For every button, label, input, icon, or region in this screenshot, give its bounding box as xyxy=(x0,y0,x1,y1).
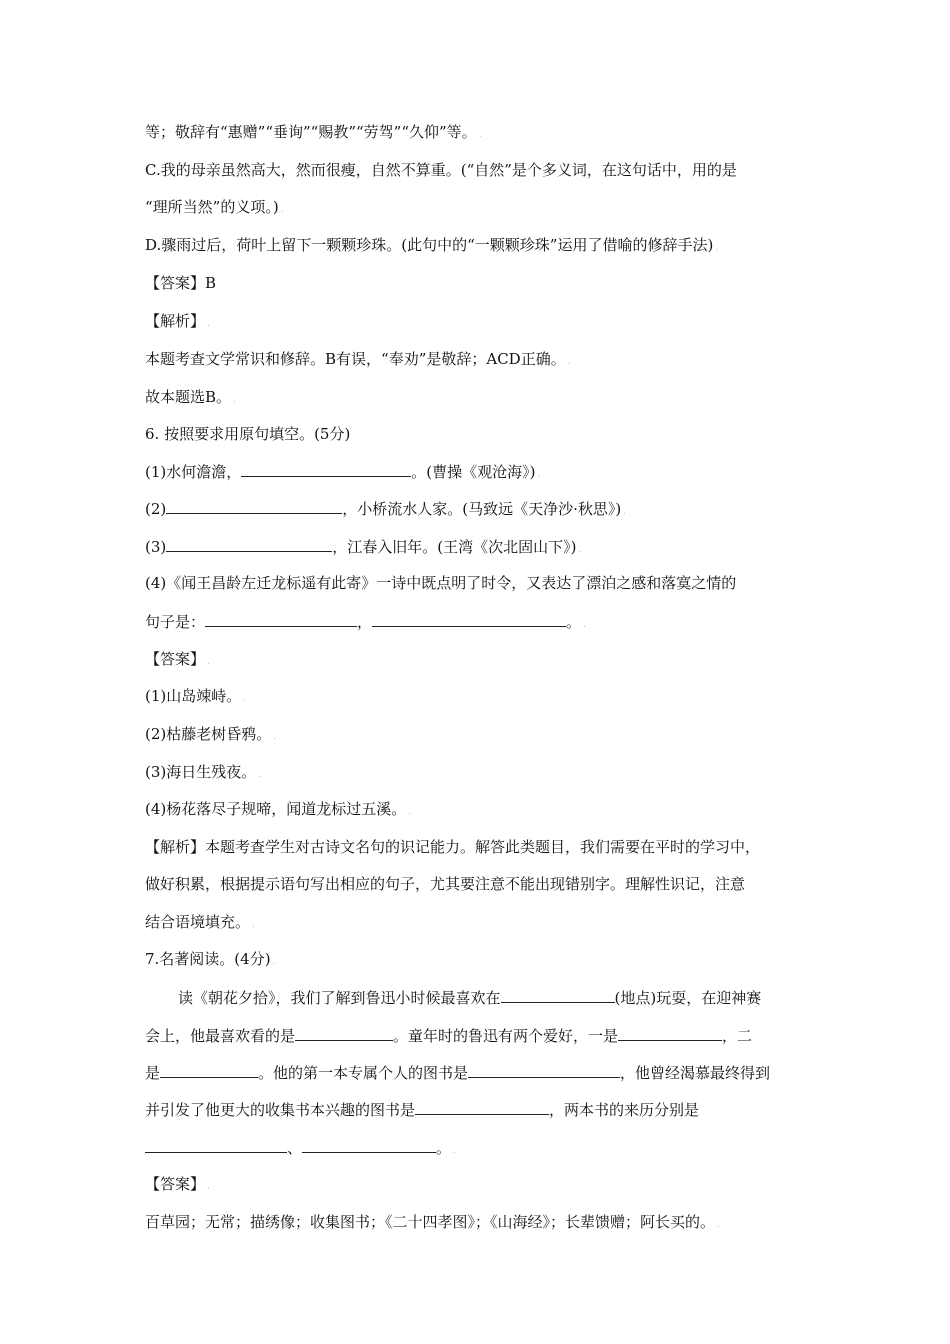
q5-answer: 【答案】B xyxy=(145,274,217,292)
q6-analysis-end: 结合语境填充。 . xyxy=(145,913,255,931)
q7-title: 7.名著阅读。(4分) . xyxy=(145,950,276,968)
q6-answer-4: (4)杨花落尽子规啼，闻道龙标过五溪。 . xyxy=(145,800,412,818)
q7-blank-place[interactable] xyxy=(501,987,615,1003)
q6-blank-2[interactable] xyxy=(166,498,342,514)
q5-conclusion: 故本题选B。 . xyxy=(145,388,236,406)
q7-blank-favorite[interactable] xyxy=(295,1025,393,1041)
q5-analysis-text: 本题考查文学常识和修辞。B有误，“奉劝”是敬辞；ACD正确。 . xyxy=(145,350,571,368)
q6-title: 6. 按照要求用原句填空。(5分) xyxy=(145,425,351,443)
q6-answer-3: (3)海日生残夜。 . xyxy=(145,763,262,781)
q6-answer-label: 【答案】 . xyxy=(145,650,210,668)
q7-answer-label: 【答案】 . xyxy=(145,1175,210,1193)
q7-blank-second-book[interactable] xyxy=(415,1099,549,1115)
q7-paragraph-line-5: 、 。 . xyxy=(145,1137,815,1161)
q7-blank-origin-1[interactable] xyxy=(145,1137,287,1153)
q7-blank-origin-2[interactable] xyxy=(302,1137,436,1153)
q6-analysis: 【解析】本题考查学生对古诗文名句的识记能力。解答此类题目，我们需要在平时的学习中， xyxy=(145,838,761,856)
q6-blank-1[interactable] xyxy=(241,461,411,477)
q6-item-4: (4)《闻王昌龄左迁龙标遥有此寄》一诗中既点明了时令，又表达了漂泊之感和落寞之情的 xyxy=(145,574,737,592)
q7-paragraph-line-1: 读《朝花夕拾》，我们了解到鲁迅小时候最喜欢在 (地点)玩耍，在迎神赛 xyxy=(178,989,762,1007)
q6-analysis-cont: 做好积累，根据提示语句写出相应的句子，尤其要注意不能出现错别字。理解性识记，注意 xyxy=(145,875,746,893)
q6-answer-1: (1)山岛竦峙。 . xyxy=(145,687,247,705)
q6-item-1: (1)水何澹澹， 。(曹操《观沧海》) . xyxy=(145,463,541,481)
q6-blank-4a[interactable] xyxy=(205,611,357,627)
q5-option-c-cont: “理所当然”的义项。) . xyxy=(145,198,284,216)
q5-option-c: C.我的母亲虽然高大，然而很瘦，自然不算重。(“自然”是个多义词，在这句话中，用的是 xyxy=(145,161,737,179)
q5-option-d: D.骤雨过后，荷叶上留下一颗颗珍珠。(此句中的“一颗颗珍珠”运用了借喻的修辞手法) . xyxy=(145,236,719,254)
q6-item-3: (3) ，江春入旧年。(王湾《次北固山下》) . xyxy=(145,538,582,556)
q7-paragraph-line-4: 并引发了他更大的收集书本兴趣的图书是 ，两本书的来历分别是 xyxy=(145,1101,700,1119)
q5-analysis-label: 【解析】 . xyxy=(145,312,210,330)
q6-answer-2: (2)枯藤老树昏鸦。 . xyxy=(145,725,277,743)
q7-paragraph-line-3: 是 。他的第一本专属个人的图书是 ，他曾经渴慕最终得到 xyxy=(145,1064,771,1082)
q7-answer-text: 百草园；无常；描绣像；收集图书；《二十四孝图》；《山海经》；长辈馈赠；阿长买的。 . xyxy=(145,1213,720,1231)
q5-line-honorifics: 等；敬辞有“惠赠”“垂询”“赐教”“劳驾”“久仰”等。 . xyxy=(145,123,482,141)
q6-item-2: (2) ，小桥流水人家。(马致远《天净沙·秋思》) . xyxy=(145,500,627,518)
q7-blank-hobby-2[interactable] xyxy=(160,1062,258,1078)
q7-blank-hobby-1[interactable] xyxy=(618,1025,722,1041)
q7-paragraph-line-2: 会上，他最喜欢看的是 。童年时的鲁迅有两个爱好，一是 ，二 xyxy=(145,1027,753,1045)
q7-blank-first-book[interactable] xyxy=(468,1062,620,1078)
q6-blank-4b[interactable] xyxy=(372,611,566,627)
q6-blank-3[interactable] xyxy=(166,536,332,552)
q6-item-4-blanks: 句子是： ， 。 . xyxy=(145,613,586,631)
